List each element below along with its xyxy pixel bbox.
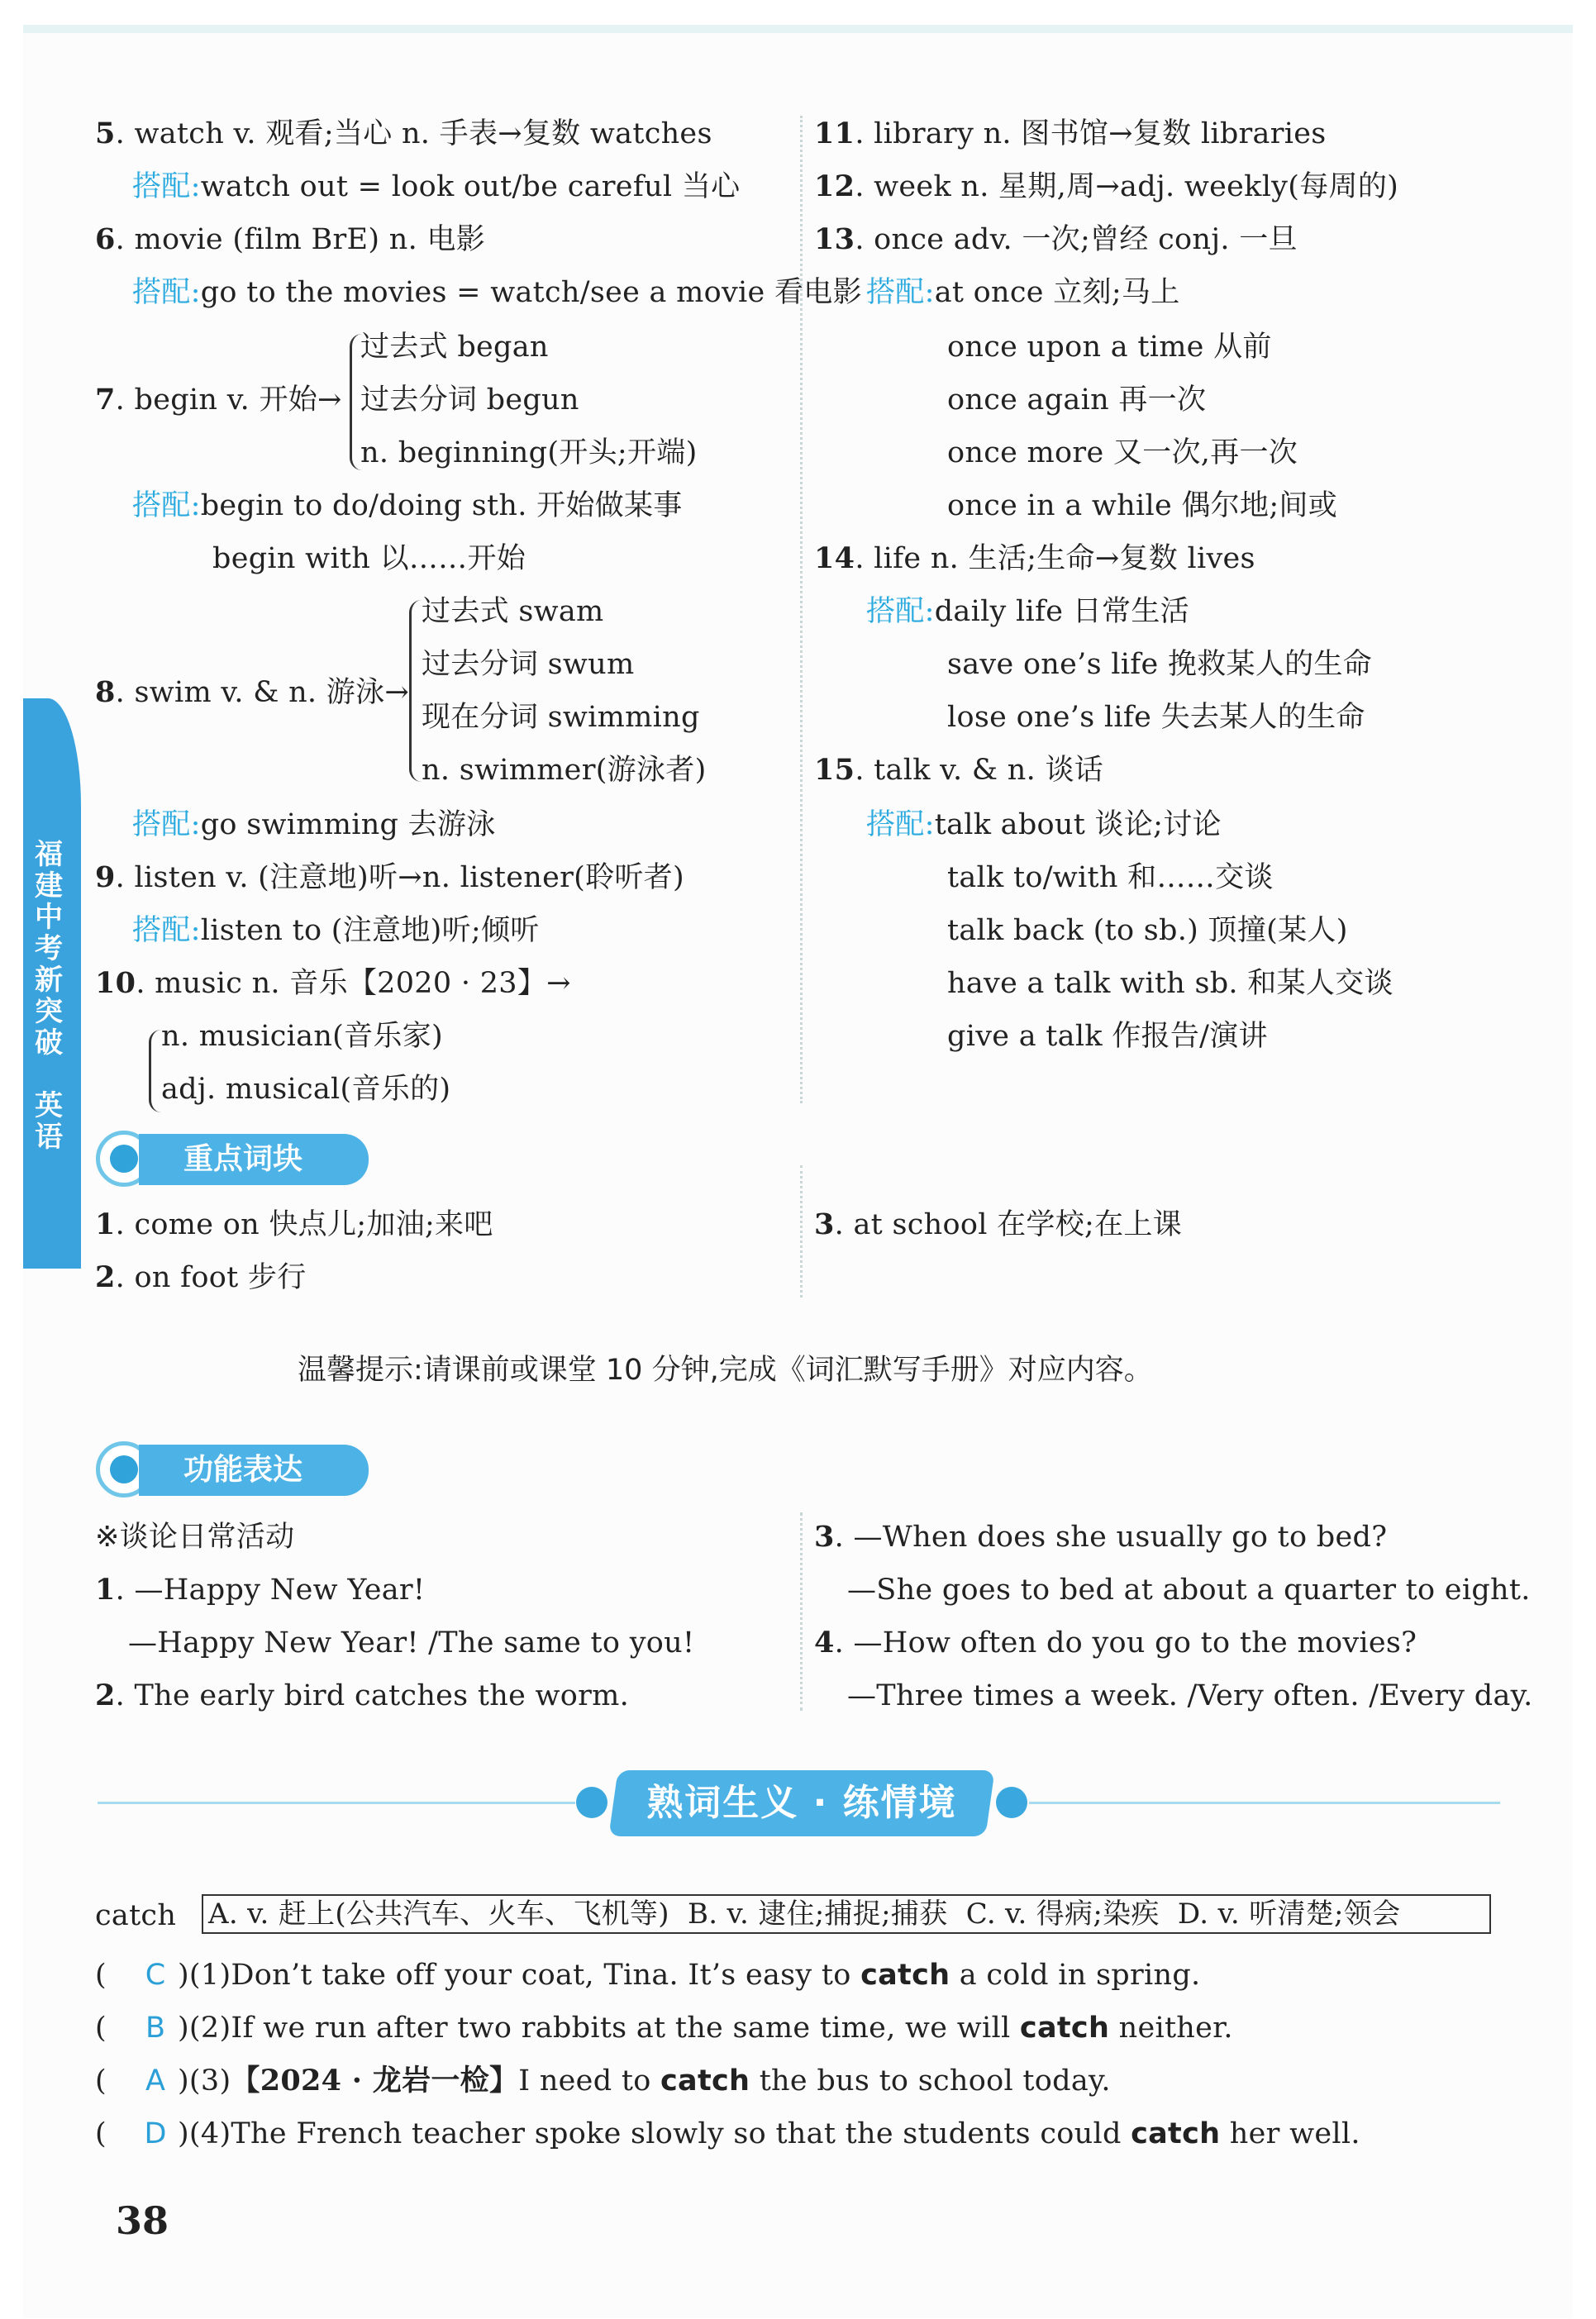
entry-5: 5. watch v. 观看;当心 n. 手表→复数 watches [95, 117, 712, 150]
phrase-1: 1. come on 快点儿;加油;来吧 [95, 1207, 493, 1241]
entry-15: 15. talk v. & n. 谈话 [814, 753, 1104, 787]
entry-15-collocation: 搭配:talk about 谈论;讨论 [866, 808, 1222, 841]
functions-heading: ※谈论日常活动 [95, 1521, 295, 1554]
entry-10: 10. music n. 音乐【2020 · 23】→ [95, 966, 571, 1000]
entry-11: 11. library n. 图书馆→复数 libraries [814, 117, 1327, 150]
entry-13-more-2: once again 再一次 [947, 383, 1207, 417]
entry-13-more-1: once upon a time 从前 [947, 331, 1272, 364]
banner-dot-left [576, 1787, 607, 1818]
entry-13-more-3: once more 又一次,再一次 [947, 436, 1298, 469]
entry-8-form-2: 过去分词 swum [422, 648, 635, 681]
banner-rule-right [1029, 1802, 1500, 1804]
entry-13-collocation: 搭配:at once 立刻;马上 [866, 276, 1180, 309]
side-tab-text: 福 建 中 考 新 突 破 英 语 [35, 838, 63, 1154]
entry-9: 9. listen v. (注意地)听→n. listener(聆听者) [95, 860, 684, 894]
entry-7-form-3: n. beginning(开头;开端) [360, 436, 698, 469]
page-number: 38 [116, 2198, 169, 2243]
entry-8: 8. swim v. & n. 游泳→ [95, 675, 410, 709]
banner-title: 熟词生义 · 练情境 [646, 1782, 957, 1824]
function-1b: —Happy New Year! /The same to you! [128, 1626, 695, 1659]
entry-15-more-1: talk to/with 和……交谈 [947, 861, 1274, 894]
banner-rule-left [98, 1802, 575, 1804]
function-4b: —Three times a week. /Very often. /Every day. [847, 1679, 1533, 1712]
entry-8-collocation: 搭配:go swimming 去游泳 [132, 808, 496, 841]
entry-14-more-1: save one’s life 挽救某人的生命 [947, 648, 1373, 681]
entry-13: 13. once adv. 一次;曾经 conj. 一旦 [814, 222, 1298, 256]
exercise-word: catch [95, 1899, 177, 1932]
section-title: 功能表达 [139, 1445, 369, 1496]
function-1a: 1. —Happy New Year! [95, 1573, 426, 1607]
phrase-3: 3. at school 在学校;在上课 [814, 1207, 1183, 1241]
entry-7-collocation: 搭配:begin to do/doing sth. 开始做某事 [132, 489, 683, 522]
column-divider-2 [800, 1165, 803, 1298]
exercise-item-3: ( )(3)【2024 · 龙岩一检】I need to catch the bus to school today. [95, 2064, 1111, 2098]
entry-14: 14. life n. 生活;生命→复数 lives [814, 541, 1255, 575]
section-title: 重点词块 [139, 1134, 369, 1185]
entry-9-collocation: 搭配:listen to (注意地)听;倾听 [132, 914, 540, 947]
exercise-item-1: ( )(1)Don’t take off your coat, Tina. It’s easy to catch a cold in spring. [95, 1959, 1201, 1992]
entry-15-more-4: give a talk 作报告/演讲 [947, 1020, 1268, 1053]
entry-5-collocation: 搭配:watch out = look out/be careful 当心 [132, 170, 741, 203]
entry-8-form-3: 现在分词 swimming [422, 701, 700, 734]
column-divider [800, 116, 803, 1103]
entry-13-more-4: once in a while 偶尔地;间或 [947, 489, 1338, 522]
exercise-item-4: ( )(4)The French teacher spoke slowly so that the students could catch her well. [95, 2117, 1360, 2150]
entry-7-form-2: 过去分词 begun [360, 383, 579, 417]
options-text: A. v. 赶上(公共汽车、火车、飞机等) B. v. 逮住;捕捉;捕获 C. v. 得病;染疾 D. v. 听清楚;领会 [208, 1898, 1401, 1931]
side-tab [23, 698, 81, 1269]
function-4a: 4. —How often do you go to the movies? [814, 1626, 1417, 1659]
answer-3[interactable]: A [145, 2064, 165, 2098]
entry-8-form-4: n. swimmer(游泳者) [422, 754, 707, 787]
entry-6: 6. movie (film BrE) n. 电影 [95, 222, 486, 256]
entry-6-collocation: 搭配:go to the movies = watch/see a movie 看电影 [132, 276, 862, 309]
entry-7-form-1: 过去式 began [360, 331, 549, 364]
entry-14-more-2: lose one’s life 失去某人的生命 [947, 701, 1365, 734]
entry-14-collocation: 搭配:daily life 日常生活 [866, 595, 1189, 628]
answer-1[interactable]: C [145, 1959, 166, 1992]
phrase-2: 2. on foot 步行 [95, 1260, 307, 1294]
entry-7-collocation-2: begin with 以……开始 [212, 542, 526, 575]
exercise-item-2: ( )(2)If we run after two rabbits at the same time, we will catch neither. [95, 2012, 1233, 2045]
brace-8 [409, 600, 422, 782]
entry-7: 7. begin v. 开始→ [95, 383, 342, 417]
brace-10 [149, 1030, 161, 1112]
function-3b: —She goes to bed at about a quarter to eight. [847, 1574, 1531, 1607]
entry-10-form-2: adj. musical(音乐的) [161, 1073, 451, 1106]
entry-10-form-1: n. musician(音乐家) [161, 1020, 443, 1053]
function-2: 2. The early bird catches the worm. [95, 1679, 630, 1712]
entry-8-form-1: 过去式 swam [422, 595, 604, 628]
function-3a: 3. —When does she usually go to bed? [814, 1520, 1388, 1554]
entry-15-more-2: talk back (to sb.) 顶撞(某人) [947, 914, 1348, 947]
banner-dot-right [996, 1787, 1027, 1818]
tip-text: 温馨提示:请课前或课堂 10 分钟,完成《词汇默写手册》对应内容。 [298, 1354, 1153, 1387]
answer-2[interactable]: B [145, 2012, 165, 2045]
entry-15-more-3: have a talk with sb. 和某人交谈 [947, 967, 1394, 1000]
column-divider-3 [800, 1512, 803, 1711]
entry-12: 12. week n. 星期,周→adj. weekly(每周的) [814, 169, 1399, 203]
answer-4[interactable]: D [144, 2117, 167, 2150]
